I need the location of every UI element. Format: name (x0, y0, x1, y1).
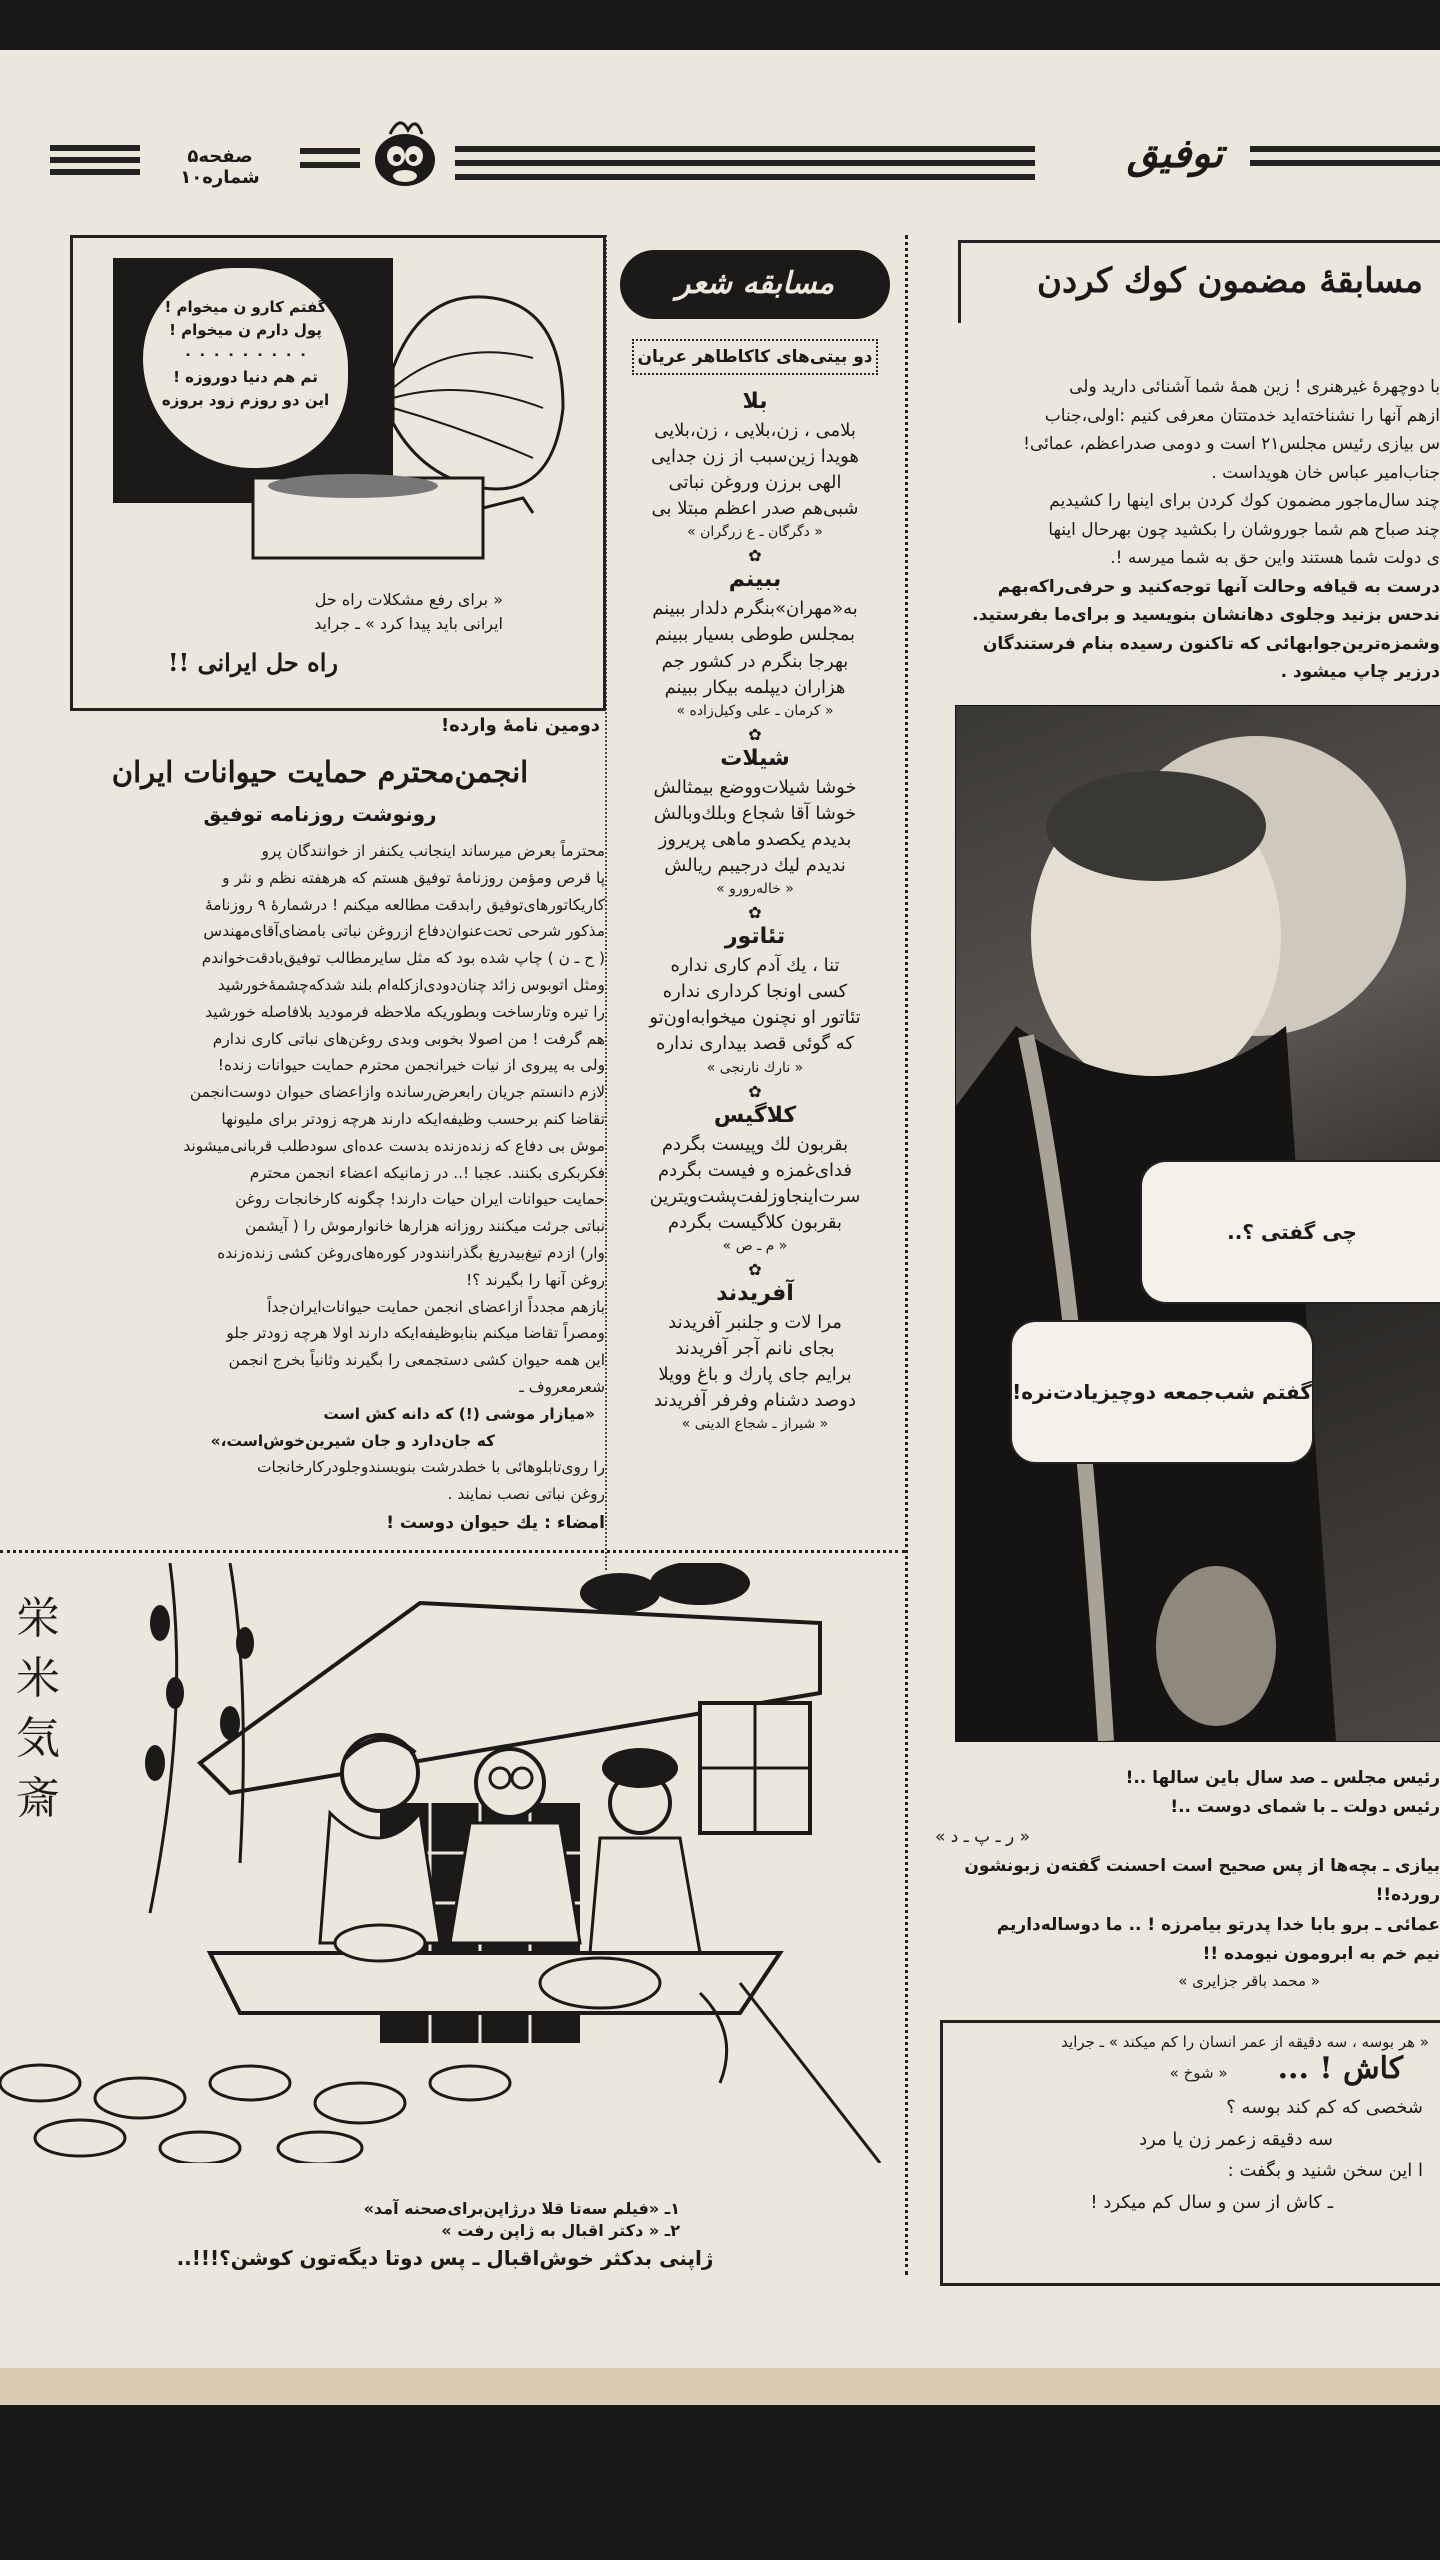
poem-header: مسابقه شعر (620, 250, 890, 319)
box-line: شخصی که کم کند بوسه ؟ (1226, 2097, 1423, 2118)
cartoon-punchline: راه حل ایرانی !! (168, 648, 338, 677)
svg-text:斎: 斎 (16, 1773, 60, 1824)
svg-text:気: 気 (16, 1713, 60, 1764)
gramophone-cartoon-box (70, 235, 606, 711)
japan-cartoon-box (0, 1550, 905, 2278)
cartoon-speech-cloud: گفتم کارو ن میخوام ! پول دارم ن میخوام ! ۰ ۰ ۰ ۰ ۰ ۰ ۰ ۰ ۰ تم هم دنیا دوروزه ! این دو روزم زود بروزه (143, 268, 348, 468)
newspaper-page (0, 50, 1440, 2405)
svg-text:栄: 栄 (16, 1593, 60, 1644)
mascot-icon (360, 110, 450, 195)
poem-section: کلاگیس بقربون لك وپیست بگردم فدای‌غمزه و فیست بگردم سرت‌اینجاوزلفت‌پشت‌ویترین بقربون کلاگیست بگردم « م ـ ص » ✿ (610, 1103, 900, 1279)
poem-section: بلا بلامی ، زن،بلایی ، زن،بلایی هویدا زین‌سبب از زن جدایی الهی برزن وروغن نباتی شبی‌هم صدر اعظم مبتلا بی « دگرگان ـ ع زرگران » ✿ (610, 389, 900, 565)
newspaper-logo: توفیق (1126, 130, 1224, 177)
kash-box (940, 2020, 1440, 2286)
japan-cartoon-punchline: ژاپنی بدکثر خوش‌اقبال ـ پس دوتا دیگه‌تون کوشن؟!!!.. (176, 2246, 714, 2270)
contest-title-box (958, 240, 1440, 323)
poem-subheader: دو بیتی‌های کاکاطاهر عریان (632, 339, 878, 375)
section-label: دومین نامهٔ وارده! (440, 715, 600, 736)
letter-subtitle: رونوشت روزنامه توفیق (203, 802, 437, 826)
speech-bubble-2: گفتم شب‌جمعه دوچیزیادت‌نره! (1010, 1320, 1314, 1464)
star-icon: ✿ (748, 546, 762, 566)
letter-body: محترماً بعرض میرساند اینجانب یکنفر از خوانندگان پرو پا قرص ومؤمن روزنامهٔ توفیق هستم که هرهفته نظم و نثر و کاریکاتورهای‌توفیق رابدقت مطالعه میکنم ! درشمارهٔ ۹ روزنامهٔ مذکور شرحی تحت‌عنوان‌دفاع ازروغن نباتی بامضای‌آقای‌مهندس ( ح ـ ن ) چاپ شده بود که مثل سایرمطالب توفیق‌بادقت‌خواندم ومثل اتوبوس زائد چنان‌دودی‌ازکله‌ام بلند شدکه‌چشمهٔ‌خورشید را تیره وتارساخت وبطوریکه ملاحظه فرمودید بلافاصله خورشید هم گرفت ! من اصولا بخوبی وبدی روغن‌های نباتی کاری ندارم ولی به پیروی از نیات خیرانجمن محترم حمایت حیوانات زنده! لازم دانستم جریان رابعرض‌رسانده وازاعضای حیوان دوست‌انجمن تقاضا کنم برحسب وظیفه‌ایکه دارند هرچه زودتر برای ملیونها موش بی دفاع که زنده‌زنده بدست عده‌ای سودطلب قربانی‌میشوند فکربکری بکنند. عجبا !.. در زمانیکه اعضاء انجمن محترم حمایت حیوانات ایران حیات دارند! چگونه کارخانجات روغن نباتی جرئت میکنند روزانه هزارها خانوارموش را ( آیشمن وار) ازدم تیغ‌بیدریغ بگذرانندودر کوره‌های‌روغن کشی زنده‌زنده روغن آنها را بگیرند ؟! بازهم مجدداً ازاعضای انجمن حمایت حیوانات‌ایران‌جداً ومصراً تقاضا میکنم بنابوظیفه‌ایکه دارند اولا هرچه زودتر جلو این همه حیوان کشی دستجمعی را بگیرند وثانیاً بخرج انجمن شعرمعروف ـ «میازار موشی (!) که دانه کش است که جان‌دارد و جان شیرین‌خوش‌است،» را روی‌تابلوهائی با خطدرشت بنویسندوجلودرکارخانجات روغن نباتی نصب نمایند . امضاء : یك حیوان دوست ! (183, 842, 605, 1533)
page-info: صفحه۵ شماره۱۰ (180, 146, 260, 188)
poem-column (610, 250, 900, 1432)
contest-intro: با دوچهرهٔ غیرهنری ! زین همهٔ شما آشنائی دارید ولی ازهم آنها را نشناخته‌اید خدمتتان معرفی کنیم :اولی،جناب س بیازی رئیس مجلس۲۱ است و دومی صدراعظم، عمائی! جناب‌امیر عباس خان هویداست . چند سال‌ماجور مضمون کوك کردن برای اینها را کشیدیم چند صباح هم شما جوروشان را بکشید چون بهرحال اینها ی دولت شما هستند واین حق به شما میرسه !. درست به قیافه وحالت آنها توجه‌کنید و حرفی‌راکه‌بهم ندحس بزنید وجلوی دهانشان بنویسید و برای‌ما بفرستید. وشمزه‌ترین‌جوابهائی که تاکنون رسیده بنام فرستندگان درزیر چاپ میشود . (972, 377, 1440, 682)
star-icon: ✿ (748, 1081, 762, 1101)
japan-cartoon-captions: ۱ـ «فیلم سه‌تا قلا درژاپن‌برای‌صحنه آمد» ۲ـ « دکتر اقبال به ژاپن رفت » (363, 2199, 680, 2240)
cartoon-caption: « برای رفع مشکلات راه حل ایرانی باید پیدا کرد » ـ جراید (314, 590, 503, 633)
contest-title: مسابقهٔ مضمون کوك کردن (1036, 261, 1423, 301)
box-line: سه دقیقه زعمر زن یا مرد (1139, 2128, 1333, 2150)
speech-bubble-1: چی گفتی ؟.. (1140, 1160, 1440, 1304)
japan-cartoon (0, 1563, 900, 2163)
contest-answers: رئیس مجلس ـ صد سال باین سالها ..! رئیس دولت ـ با شمای دوست ..! « ر ـ پ ـ د » بیازی ـ بچه‌ها از پس صحیح است احسنت گفته‌ن زبونشون رورده!! عمائی ـ برو بابا خدا پدرتو بیامرزه ! .. ما دوساله‌داریم نیم خم به ابرومون نیومده !! « محمد باقر جزایری » (935, 1768, 1440, 1991)
box-author: « شوخ » (1169, 2064, 1228, 2082)
letter-title: انجمن‌محترم حمایت حیوانات ایران (111, 755, 529, 789)
box-line: ا این سخن شنید و بگفت : (1227, 2160, 1423, 2181)
box-title: کاش ! ... (1277, 2051, 1403, 2086)
star-icon: ✿ (748, 724, 762, 744)
poem-section: تئاتور تنا ، یك آدم کاری نداره کسی اونجا کرداری نداره تئاتور او نچنون میخوابه‌اون‌تو که‌ گوئی قصد بیداری نداره « نارك نارنجی » ✿ (610, 924, 900, 1100)
poem-section: شیلات خوشا شیلات‌ووضع بیمثالش خوشا آقا شجاع وبلك‌وبالش بدیدم یکصدو ماهی پریروز ندیدم لیك درجیبم ریالش « خاله‌رورو » ✿ (610, 746, 900, 922)
box-intro: « هر بوسه ، سه دقیقه از عمر انسان را کم میکند » ـ جراید (1061, 2033, 1429, 2051)
star-icon: ✿ (748, 903, 762, 923)
star-icon: ✿ (748, 1259, 762, 1279)
box-line: ـ کاش از سن و سال کم میکرد ! (1090, 2191, 1333, 2213)
svg-text:米: 米 (16, 1653, 60, 1704)
poem-section: ببینم به«مهران»بنگرم دلدار ببینم بمجلس طوطی بسیار ببینم بهرجا بنگرم در کشور جم هزاران دیپلمه بیکار ببینم « کرمان ـ علی وکیل‌زاده » ✿ (610, 567, 900, 743)
poem-section: آفریدند مرا لات و جلنبر آفریدند بجای نانم آجر آفریدند برایم جای پارك و باغ وویلا دوصد دشنام وفرفر آفریدند « شیراز ـ شجاع الدینی » (654, 1280, 856, 1433)
